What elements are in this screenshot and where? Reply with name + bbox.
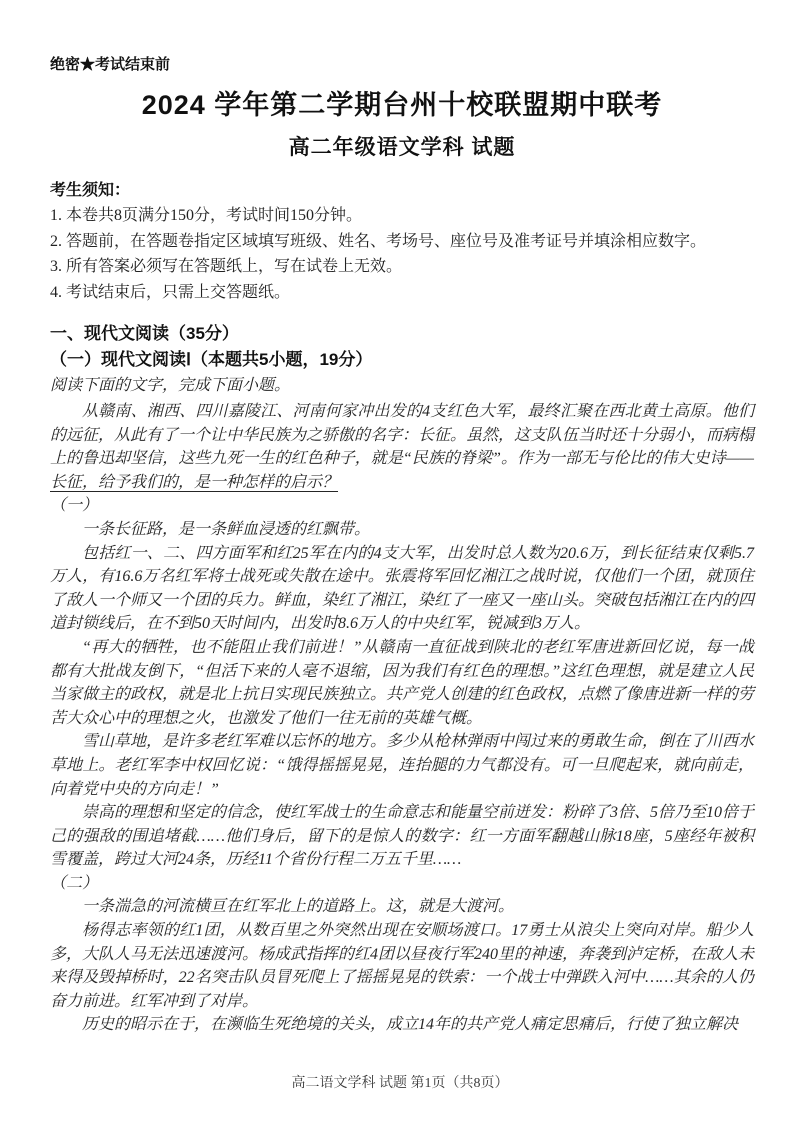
reading-passage [50,400,754,1037]
notice-item: 4. 考试结束后，只需上交答题纸。 [50,283,291,301]
part-two-label: （二） [50,874,99,892]
notice-item: 2. 答题前，在答题卷指定区域填写班级、姓名、考场号、座位号及准考证号并填涂相应数字。 [50,232,707,250]
passage-paragraph: 一条湍急的河流横亘在红军北上的道路上。这，就是大渡河。 [82,898,515,916]
notice-heading: 考生须知： [50,182,131,199]
notice-item: 3. 所有答案必须写在答题纸上，写在试卷上无效。 [50,258,403,275]
passage-paragraph: 历史的昭示在于，在濒临生死绝境的关头，成立14年的共产党人痛定思痛后，行使了独立解决 [82,1016,739,1034]
passage-paragraph: 一条长征路，是一条鲜血浸透的红飘带。 [82,520,371,538]
candidate-notice-section [50,179,754,305]
passage-paragraph: 包括红一、二、四方面军和红25军在内的4支大军，出发时总人数为20.6万，到长征结束仅剩5.7万人，有16.6万名红军将士战死或失散在途中。张震将军回忆湘江之战时说，仅他们一个团，就顶住了敌人一个师又一个团的兵力。鲜血，染红了湘江，染红了一座又一座山头。突破包括湘江在内的四道封锁线后，在不到50天时间内，出发时8.6万人的中央红军，锐减到3万人。 [50,544,755,633]
passage-intro-text: 从赣南、湘西、四川嘉陵江、河南何家冲出发的4支红色大军，最终汇聚在西北黄土高原。他们的远征，从此有了一个让中华民族为之骄傲的名字：长征。虽然，这支队伍当时还十分弱小，而病榻上的鲁迅却坚信，这些九死一生的红色种子，就是“民族的脊梁”。作为一部无与伦比的伟大史诗—— [50,403,755,468]
section-one-heading: 一、现代文阅读（35分） [50,324,239,343]
section-one-subheading: （一）现代文阅读Ⅰ（本题共5小题，19分） [50,350,373,369]
part-one-label: （一） [50,497,99,515]
passage-paragraph: 杨得志率领的红1团，从数百里之外突然出现在安顺场渡口。17勇士从浪尖上突向对岸。船少人多，大队人马无法迅速渡河。杨成武指挥的红4团以昼夜行军240里的神速，奔袭到泸定桥，在敌人未来得及毁掉桥时，22名突击队员冒死爬上了摇摇晃晃的铁索：一个战士中弹跌入河中……其余的人仍奋力前进。红军冲到了对岸。 [50,922,755,1010]
exam-subtitle: 高二年级语文学科 试题 [288,136,516,159]
passage-paragraph [50,400,754,494]
exam-title: 2024 学年第二学期台州十校联盟期中联考 [141,90,663,120]
underlined-question-text: 长征，给予我们的，是一种怎样的启示？ [50,473,339,491]
passage-paragraph: “再大的牺牲，也不能阻止我们前进！”从赣南一直征战到陕北的老红军唐进新回忆说，每一战都有大批战友倒下，“但活下来的人毫不退缩，因为我们有红色的理想。”这红色理想，就是建立人民当家做主的政权，就是北上抗日实现民族独立。共产党人创建的红色政权，点燃了像唐进新一样的劳苦大众心中的理想之火，也激发了他们一往无前的英雄气概。 [50,638,755,727]
reading-instruction: 阅读下面的文字，完成下面小题。 [50,377,291,394]
passage-paragraph: 崇高的理想和坚定的信念，使红军战士的生命意志和能量空前迸发：粉碎了3倍、5倍乃至10倍于己的强敌的围追堵截……他们身后，留下的是惊人的数字：红一方面军翻越山脉18座，5座经年被积雪覆盖，跨过大河24条，历经11个省份行程二万五千里…… [50,804,755,869]
security-marking: 绝密★考试结束前 [50,56,171,73]
page-footer: 高二语文学科 试题 第1页（共8页） [291,1076,509,1091]
notice-item: 1. 本卷共8页满分150分，考试时间150分钟。 [50,207,363,224]
passage-paragraph: 雪山草地，是许多老红军难以忘怀的地方。多少从枪林弹雨中闯过来的勇敢生命，倒在了川西水草地上。老红军李中权回忆说：“饿得摇摇晃晃，连抬腿的力气都没有。可一旦爬起来，就向前走，向着党中央的方向走！” [50,733,755,798]
